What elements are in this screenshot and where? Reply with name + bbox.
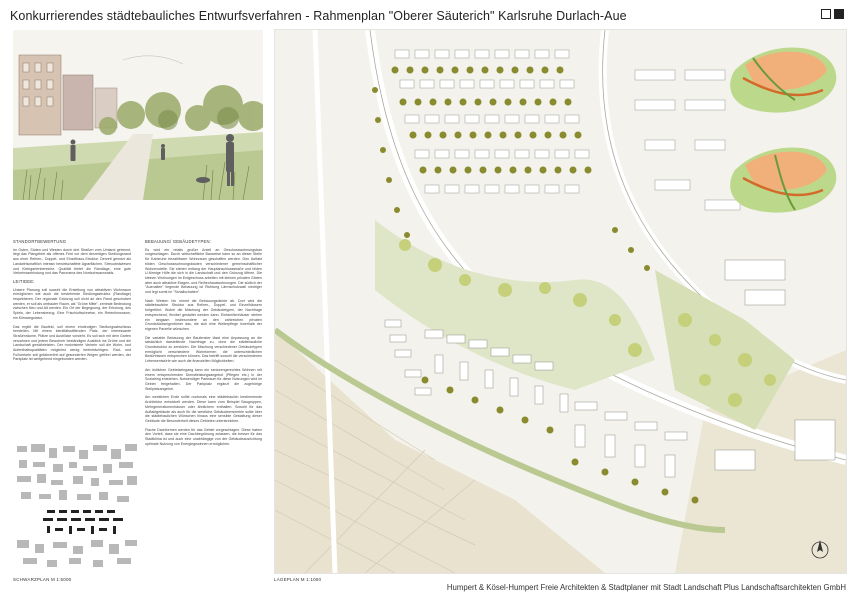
page-indicator-filled <box>834 9 844 19</box>
paragraph: Flache Dachformen werden für das Gebiet vorgeschlagen. Diese haben den Vorteil, dass sie eine Dachbegrünung zulassen, die besser für das Stadtklima ist und auch eine unabhängige von der Gebäudeausrichtung optimale Nutzung von Energiegewinnen ermöglichen. <box>145 427 262 446</box>
paragraph: Die variable Bebauung der Baufenster lässt eine Anpassung an die tatsächlich darstellende Nachfrage zu, ohne die städtebauliche Grundstruktur zu zerstören. Die Mischung verschiedener Gebäudetypen ermöglicht verschiedene Wohnformen die unterschiedlichen Bedürfnissen entsprechen können. Das betrifft sowohl die verschiedenen Lebensentwürfe wie auch die finanziellen Möglichkeiten. <box>145 335 262 364</box>
schwarzplan-caption: SCHWARZPLAN M 1:5000 <box>13 577 72 582</box>
paragraph: Das ergibt die Baufeld, soll einem eindeutigen Siedlungsabschluss herstellen. Mit einem identitätsstiftenden Platz, der interessante Straßenräume, Plätze und Ausblicke vorsieht. Es soll sich mit dem Garten verzahnen und jedem Bewohner beständigen Ausblick ins Grüne und die Landschaft gewährleisten. Der motorisierte Verkehr soll die Wohn- und Aufenthaltsqualitäten möglichst wenig beeinträchtigen. Rad- und Fußverkehr soll gefahrenfrei auf gesonderten Wegen geführt werden, der Parkplatz ist weitgehend eingebunden werden. <box>13 324 131 362</box>
paragraph: Nach Westen hin nimmt die Bebauungsdichte ab. Dort wird die städtebauliche Struktur aus Reihen-, Doppel- und Einzelhäusern fortgeführt. Wobei die Mischung der Gebäudetypen, der Nachfrage entsprechend, flexibel gestaltet werden kann. Einfamilienhäuser stehen ein langsam insbesondere an den zahlreichen privaten Grundstückseigentümer das, die sich eine Weiterpflege innerhalb der eigenen Parzelle wünschen. <box>145 298 262 331</box>
paragraph: Es wird ein relativ großer Anteil an Geschosswohnungsbau vorgeschlagen. Durch wirtschaftliche Bauweise kann so an dieser Stelle für Karlsruhe bezahlbarer Wohnraum geschaffen werden. Den Auftakt bilden Geschosswohnungsbauten verschiedener gemeinschaftlicher Wohnmodelle. Sie stehen entlang der Hauptanschlussstraße und bilden U-förmige Höfe die sich in die Landschaft und den Grünzug öffnen. Die kleinen Wohnungen im Erdgeschoss arbeiten mit kleinen privaten Gärten aber auch attraktive Etagen- und Reihenhauswohnungen. Die südlich der "Auenallee" liegende Bebauung ist Richtung Lärmschutzwall niedriger und legt somit im "Schallschatten". <box>145 247 262 295</box>
perspective-sketch <box>13 30 263 200</box>
heading-bebauung: BEBAUUNG/ GEBÄUDETYPEN: <box>145 239 212 244</box>
text-column-1 <box>13 240 131 366</box>
heading-leitidee: LEITIDEE: <box>13 278 35 284</box>
paragraph: Am westlichen Ende sollte nochmals eine städtebaulich bestimmende Architektur entwickelt werden. Diese kann zum Beispiel Baugruppen, Mehrgenerationenhäuser oder ähnlichem enthalten. Sowohl für das Auftaktgebäude als auch für die westliche Gebäudeensemble sollte über die städtebaulichen Wünschen hinaus eine sensible Gestaltung dieser Gebäude die Besonderheit dieses Gebietes unterstreichen. <box>145 395 262 423</box>
paragraph: Im Osten, Süden und Westen durch drei Straßen vom Umland getrennt, liegt das Plangebiet als offenes Feld vor dem derzeitigen Siedlungsrand aus einer Reihen-, Doppel- und Einzelhaus-Struktur. Derzeit genutzt als Landwirtschaftlich intensiv bewirtschaftete Agrarflächen, Streuobstwiesen und Kleingartenbereiche. Qualität bietet die Randlage, eine gute Verkehrsanbindung und das Panorama des Nordschwarzwalds. <box>13 247 131 276</box>
schwarzplan-figure-ground <box>13 440 141 570</box>
page-indicator <box>821 9 844 19</box>
lageplan-caption: LAGEPLAN M 1:1000 <box>274 577 322 582</box>
paragraph: Unsere Planung soll sowohl die Erstellung von attraktiven Wohnraum ermöglichen wie auch die bestehende Siedlungsstruktur (Randlage) respektieren. Der regionale Grünzug soll nicht an den Rand geschoben werden, er soll als umbauter Raum, als "Grüne Mitte", zentrale Bedeutung zwischen Neu und Alt werden. Ein Ort der Begegnung, der Erholung, des Spiels, der Lebensbezug. Eine Frischluftschneise, ein Retentionsraum, ein Klimaregulator. <box>13 287 131 320</box>
page-indicator-empty <box>821 9 831 19</box>
footer-credit: Humpert & Kösel-Humpert Freie Architekten & Stadtplaner mit Stadt Landschaft Plus Landschaftsarchitekten GmbH <box>446 583 846 592</box>
poster-title: Konkurrierendes städtebauliches Entwurfsverfahren - Rahmenplan "Oberer Säuterich" Karlsruhe Durlach-Aue <box>10 9 627 23</box>
lageplan-masterplan <box>274 29 847 574</box>
text-column-2 <box>145 240 262 450</box>
paragraph: Am östlichen Gebietseingang kann ein seniorengerechtes Wohnen mit einem entsprechenden Dienstleistungsangebot (Pflegen etc.) in der Sozialring entstehen. Notwendiger Parkraum für diese Nutzungen wird im Gebiet freigehalten. Der Parkplatz ergänzt die zugehörige Stellplatzangebot. <box>145 367 262 391</box>
heading-standortbewertung: STANDORTBEWERTUNG <box>13 239 67 244</box>
